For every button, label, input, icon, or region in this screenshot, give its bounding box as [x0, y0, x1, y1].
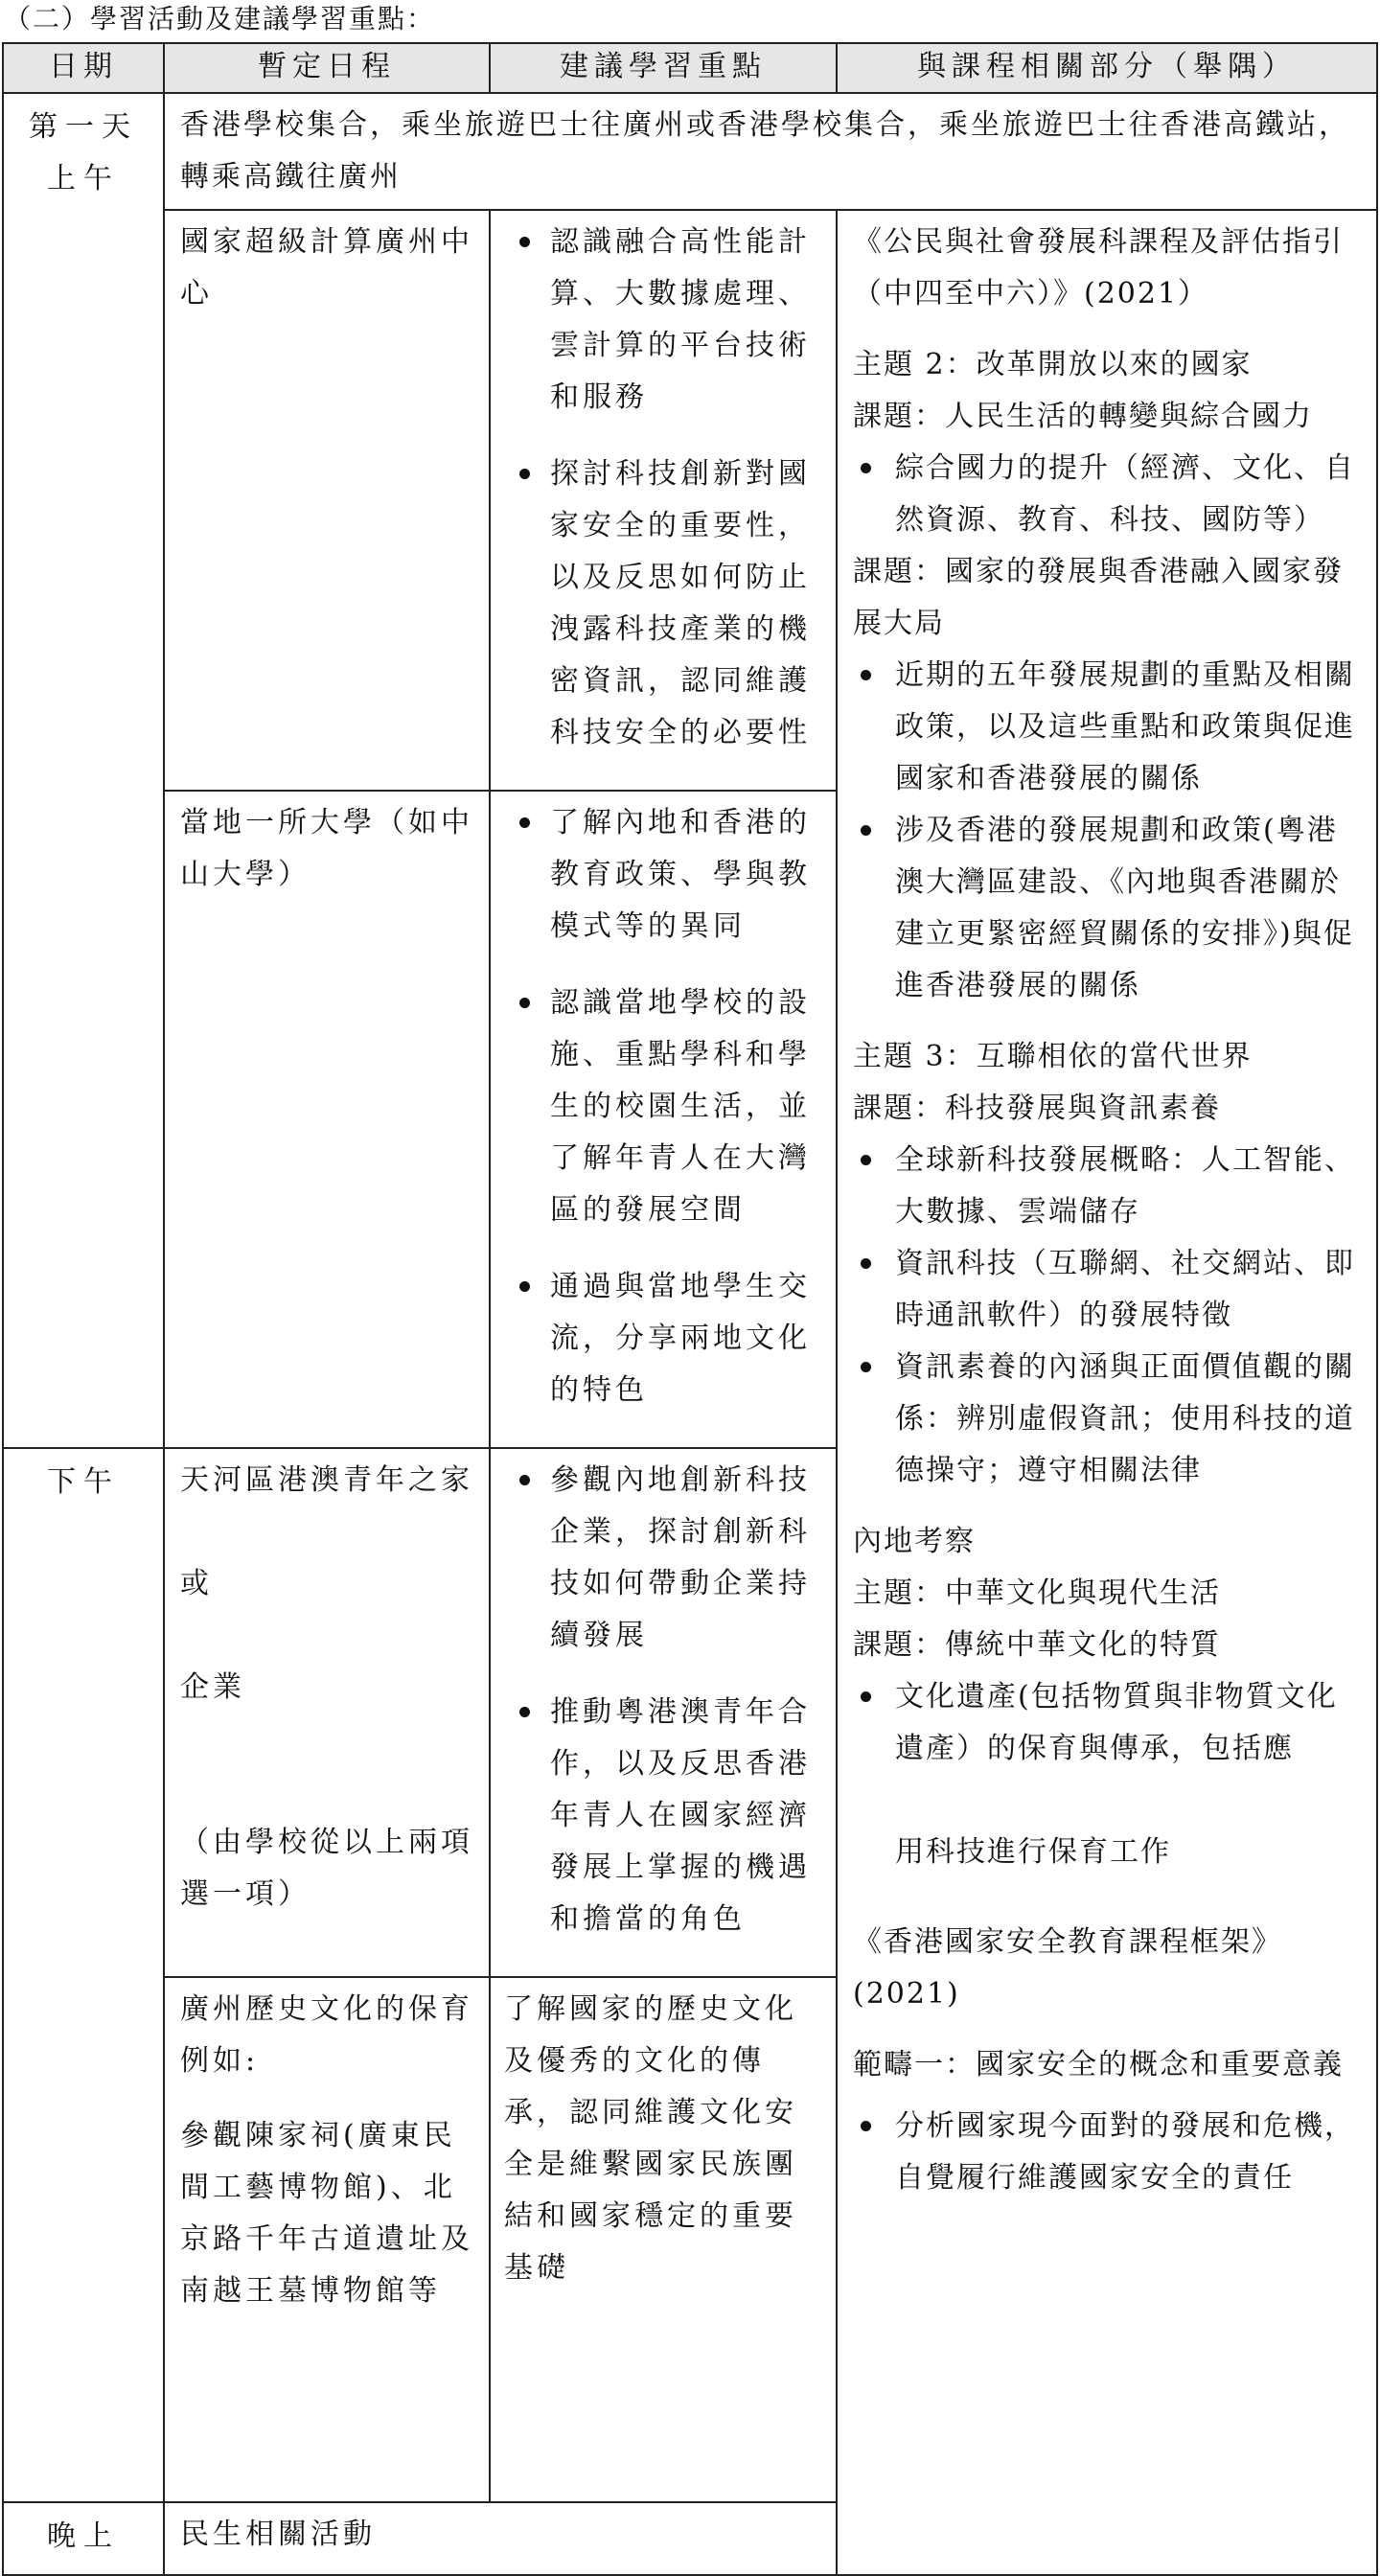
list-item: 全球新科技發展概略：人工智能、大數據、雲端儲存 [853, 1135, 1367, 1238]
theme3-title: 主題 3：互聯相依的當代世界 [853, 1040, 1253, 1073]
schedule-table [2, 42, 1378, 2576]
venue-enterprise: 企業 [180, 1670, 245, 1704]
doc1-title: 《公民與社會發展科課程及評估指引（中四至中六）》(2021） [853, 225, 1344, 310]
field-point-part-b: 用科技進行保育工作 [895, 1835, 1171, 1869]
field-theme: 主題：中華文化與現代生活 [853, 1576, 1221, 1610]
heritage-sites: 參觀陳家祠(廣東民間工藝博物館)、北京路千年古道遺址及南越王墓博物館等 [180, 2119, 473, 2308]
theme2-topic2: 課題：國家的發展與香港融入國家發展大局 [853, 555, 1344, 640]
list-item: 涉及香港的發展規劃和政策(粵港澳大灣區建設、《內地與香港關於建立更緊密經貿關係的安排》)與促進香港發展的關係 [853, 805, 1367, 1012]
venue-heritage-conservation [164, 1977, 490, 2502]
list-item: 推動粵港澳青年合作，以及反思香港年青人在國家經濟發展上掌握的機遇和擔當的角色 [506, 1687, 822, 1945]
header-date: 日期 [3, 43, 164, 93]
date-cell-evening: 晚上 [3, 2502, 164, 2575]
theme3-topic: 課題：科技發展與資訊素養 [853, 1092, 1221, 1125]
date-morning: 上午 [47, 162, 120, 196]
venue-choice-note: （由學校從以上兩項選一項） [180, 1826, 473, 1911]
list-item: 認識當地學校的設施、重點學科和學生的校園生活，並了解年青人在大灣區的發展空間 [506, 978, 822, 1236]
venue-youth-home: 天河區港澳青年之家 [180, 1463, 473, 1497]
list-item: 了解內地和香港的教育政策、學與教模式等的異同 [506, 797, 822, 953]
heritage-intro: 廣州歷史文化的保育例如: [180, 1992, 473, 2078]
learning-focus-cell [490, 1448, 837, 1977]
arrival-cell: 香港學校集合，乘坐旅遊巴士往廣州或香港學校集合，乘坐旅遊巴士往香港高鐵站，轉乘高鐵往廣州 [164, 93, 1377, 210]
curriculum-cell [837, 210, 1377, 2575]
table-row [3, 2502, 1377, 2575]
learning-focus-cell [490, 210, 837, 791]
list-item: 認識融合高性能計算、大數據處理、雲計算的平台技術和服務 [506, 217, 822, 424]
table-row [3, 93, 1377, 210]
field-point-part-a: 文化遺產(包括物質與非物質文化遺產）的保育與傳承，包括應 [895, 1680, 1338, 1765]
table-row [3, 210, 1377, 791]
doc2-title: 《香港國家安全教育課程框架》(2021) [853, 1925, 1282, 2011]
venue-or: 或 [180, 1567, 213, 1600]
domain1-title: 範疇一：國家安全的概念和重要意義 [853, 2048, 1344, 2082]
field-topic: 課題：傳統中華文化的特質 [853, 1628, 1221, 1662]
table-header-row [3, 43, 1377, 93]
list-item [853, 1671, 1367, 1878]
venue-supercomputing-centre: 國家超級計算廣州中心 [164, 210, 490, 791]
learning-focus-cell [490, 791, 837, 1448]
theme2-title: 主題 2：改革開放以來的國家 [853, 348, 1253, 381]
list-item: 近期的五年發展規劃的重點及相關政策，以及這些重點和政策與促進國家和香港發展的關係 [853, 650, 1367, 805]
header-schedule: 暫定日程 [164, 43, 490, 93]
list-item: 參觀內地創新科技企業，探討創新科技如何帶動企業持續發展 [506, 1455, 822, 1662]
header-learning-focus: 建議學習重點 [490, 43, 837, 93]
section-heading: （二）學習活動及建議學習重點： [4, 3, 436, 34]
list-item: 綜合國力的提升（經濟、文化、自然資源、教育、科技、國防等） [853, 443, 1367, 546]
header-curriculum: 與課程相關部分（舉隅） [837, 43, 1377, 93]
theme2-topic1: 課題：人民生活的轉變與綜合國力 [853, 400, 1313, 433]
learning-focus-cell: 了解國家的歷史文化及優秀的文化的傳承，認同維護文化安全是維繫國家民族團結和國家穩定的重要基礎 [490, 1977, 837, 2502]
field-trip-label: 內地考察 [853, 1525, 976, 1558]
date-afternoon: 下午 [47, 1465, 120, 1499]
date-cell-day1-morning [3, 93, 164, 1448]
list-item: 通過與當地學生交流，分享兩地文化的特色 [506, 1261, 822, 1416]
list-item: 資訊科技（互聯網、社交網站、即時通訊軟件）的發展特徵 [853, 1238, 1367, 1342]
list-item: 分析國家現今面對的發展和危機，自覺履行維護國家安全的責任 [853, 2101, 1367, 2204]
evening-activity: 民生相關活動 [164, 2502, 1377, 2575]
list-item: 探討科技創新對國家安全的重要性，以及反思如何防止洩露科技產業的機密資訊，認同維護科技安全的必要性 [506, 448, 822, 759]
date-day1: 第一天 [29, 110, 138, 144]
venue-youth-home-or-enterprise [164, 1448, 490, 1977]
list-item: 資訊素養的內涵與正面價值觀的關係：辨別虛假資訊；使用科技的道德操守；遵守相關法律 [853, 1342, 1367, 1497]
venue-university: 當地一所大學（如中山大學） [164, 791, 490, 1448]
date-cell-afternoon [3, 1448, 164, 2502]
